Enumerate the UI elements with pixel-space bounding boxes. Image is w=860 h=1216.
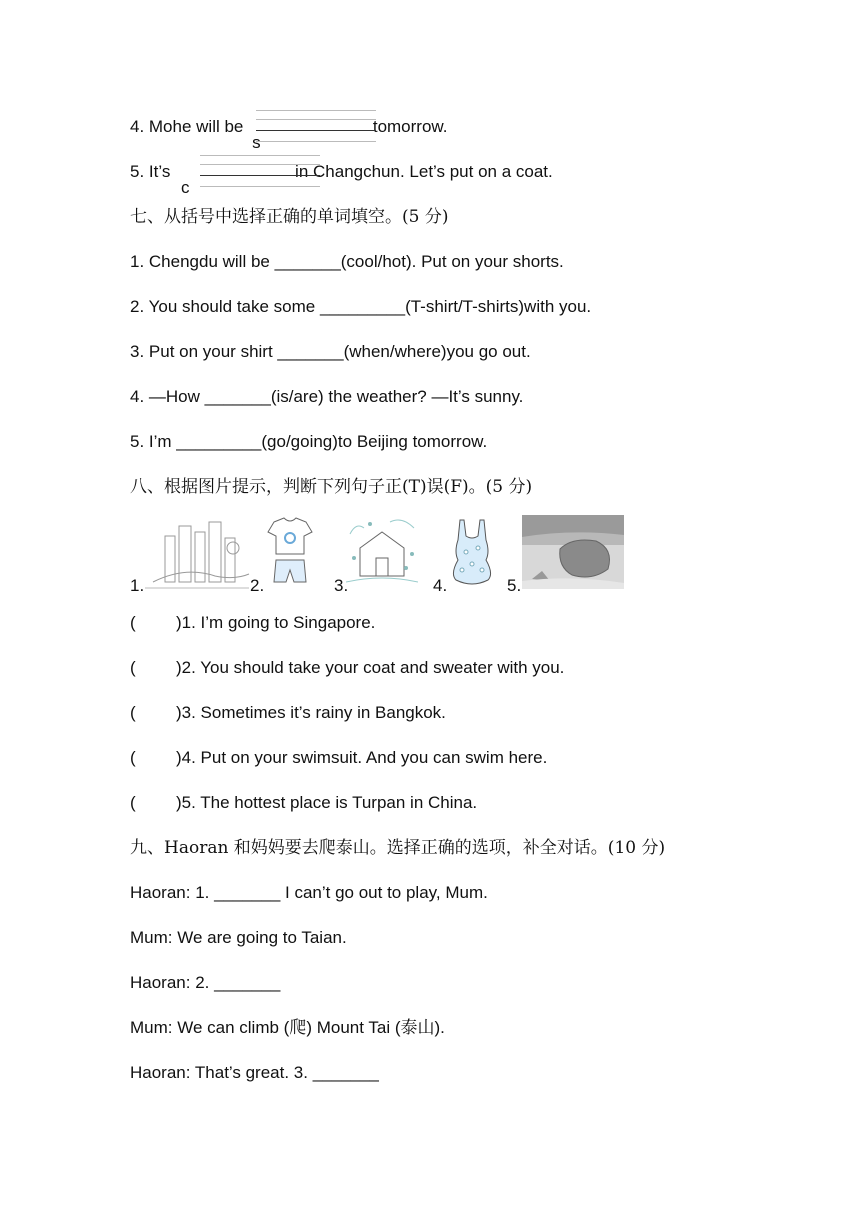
section7-heading: 七、从括号中选择正确的单词填空。(5 分) — [130, 207, 449, 227]
tf-text-1: )1. I’m going to Singapore. — [176, 613, 376, 632]
tf-paren-1[interactable]: ( — [130, 613, 136, 632]
tf-paren-2[interactable]: ( — [130, 658, 136, 677]
tf-paren-4[interactable]: ( — [130, 748, 136, 767]
swimsuit-image — [446, 518, 498, 588]
tf-paren-3[interactable]: ( — [130, 703, 136, 722]
dialogue-line-1: Haoran: 1. _______ I can’t go out to play, Mum. — [130, 883, 488, 902]
pic-label-4: 4. — [433, 576, 448, 595]
tf-item-4 — [130, 747, 547, 769]
q6-4-letter: s — [252, 133, 261, 152]
q6-4-post: tomorrow. — [368, 117, 448, 136]
dialogue-line-5: Haoran: That’s great. 3. _______ — [130, 1063, 379, 1082]
tf-item-3 — [130, 702, 446, 724]
singapore-skyline-image — [145, 518, 250, 590]
q7-4: 4. —How _______(is/are) the weather? —It’s sunny. — [130, 387, 524, 406]
dialogue-line-4: Mum: We can climb (爬) Mount Tai (泰山). — [130, 1018, 445, 1037]
tf-item-2 — [130, 657, 564, 679]
q7-2: 2. You should take some _________(T-shirt/T-shirts)with you. — [130, 297, 592, 316]
q6-5-post: in Changchun. Let’s put on a coat. — [295, 162, 553, 181]
tf-item-5 — [130, 792, 477, 814]
pic-label-5: 5. — [507, 576, 522, 595]
desert-rock-photo — [522, 515, 624, 589]
four-line-grid-5 — [200, 155, 320, 189]
tf-paren-5[interactable]: ( — [130, 793, 136, 812]
tf-text-2: )2. You should take your coat and sweater with you. — [176, 658, 565, 677]
tf-text-5: )5. The hottest place is Turpan in China. — [176, 793, 478, 812]
four-line-grid-4 — [256, 110, 376, 144]
section9-heading: 九、Haoran 和妈妈要去爬泰山。选择正确的选项，补全对话。(10 分) — [130, 838, 666, 858]
q6-5-pre: 5. It’s — [130, 162, 176, 181]
q6-5-letter: c — [181, 178, 190, 197]
dialogue-line-2: Mum: We are going to Taian. — [130, 928, 347, 947]
pic-label-1: 1. — [130, 576, 145, 595]
pic-label-3: 3. — [334, 576, 349, 595]
snowy-house-image — [346, 514, 418, 588]
pic-label-2: 2. — [250, 576, 265, 595]
tf-item-1 — [130, 612, 375, 634]
section8-heading: 八、根据图片提示，判断下列句子正(T)误(F)。(5 分) — [130, 477, 533, 497]
q7-1: 1. Chengdu will be _______(cool/hot). Put on your shorts. — [130, 252, 564, 271]
q6-5 — [130, 161, 553, 197]
tf-text-3: )3. Sometimes it’s rainy in Bangkok. — [176, 703, 446, 722]
tf-text-4: )4. Put on your swimsuit. And you can swim here. — [176, 748, 548, 767]
tshirt-shorts-image — [264, 516, 316, 588]
q7-5: 5. I’m _________(go/going)to Beijing tomorrow. — [130, 432, 488, 451]
dialogue-line-3: Haoran: 2. _______ — [130, 973, 281, 992]
q7-3: 3. Put on your shirt _______(when/where)you go out. — [130, 342, 531, 361]
q6-4-pre: 4. Mohe will be — [130, 117, 249, 136]
